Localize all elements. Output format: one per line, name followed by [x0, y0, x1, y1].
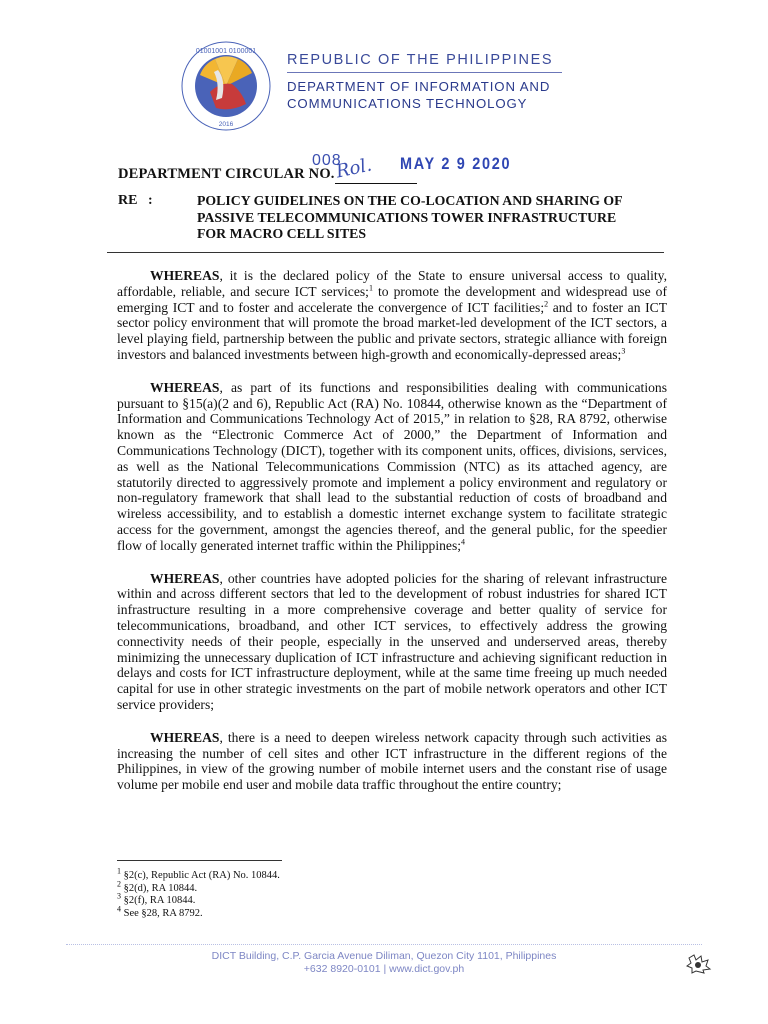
footnote-2	[117, 879, 280, 896]
certification-stamp-icon	[686, 954, 712, 974]
subject-divider	[107, 252, 664, 253]
footnote-number: 4	[117, 904, 121, 913]
letterhead-department-line2: COMMUNICATIONS TECHNOLOGY	[287, 96, 528, 111]
whereas-paragraph-2	[117, 380, 667, 554]
footer-address: DICT Building, C.P. Garcia Avenue Diliman, Quezon City 1101, Philippines	[211, 950, 557, 962]
footnote-text: §2(d), RA 10844.	[121, 882, 198, 894]
letterhead-country: REPUBLIC OF THE PHILIPPINES	[287, 52, 554, 68]
footnote-1	[117, 866, 280, 883]
footnote-4	[117, 904, 280, 921]
dict-seal-icon	[180, 40, 272, 132]
footnotes	[117, 866, 280, 920]
footnote-number: 3	[117, 891, 121, 901]
footnote-3	[117, 891, 280, 908]
footnote-number: 2	[117, 879, 121, 888]
footnote-ref: 4	[461, 537, 466, 547]
re-colon: :	[148, 193, 153, 208]
seal-ring-text: 01001001 0100001	[195, 48, 257, 55]
whereas-lead: WHEREAS	[150, 729, 220, 745]
whereas-paragraph-1	[117, 268, 667, 363]
footnote-text: See §28, RA 8792.	[121, 907, 203, 919]
circular-date-stamp: MAY 2 9 2020	[400, 154, 512, 173]
footnote-text: §2(f), RA 10844.	[121, 895, 196, 906]
whereas-paragraph-4	[117, 730, 667, 793]
seal-year: 2016	[218, 121, 234, 128]
footer-divider	[66, 944, 702, 946]
initials-signature: Rol.	[334, 154, 374, 183]
footer-contact: +632 8920-0101 | www.dict.gov.ph	[303, 963, 465, 975]
re-subject: POLICY GUIDELINES ON THE CO-LOCATION AND SHARING OF PASSIVE TELECOMMUNICATIONS TOWER INFRASTRUCTURE FOR MACRO CELL SITES	[197, 193, 623, 241]
re-label: RE	[118, 193, 138, 208]
whereas-lead: WHEREAS	[150, 570, 220, 586]
footnote-number: 1	[117, 866, 121, 876]
footnote-ref: 3	[621, 346, 626, 356]
footnote-divider	[117, 860, 282, 861]
document-body	[117, 268, 667, 810]
letterhead-divider	[287, 72, 562, 73]
paragraph-text: , there is a need to deepen wireless network capacity through such activities as increasing the number of cell sites and other ICT infrastructure in the different regions of the Philippines, in view of the growing number of mobile internet users and the constant rise of usage volume per mobile end user and mobile data traffic throughout the entire country;	[117, 729, 667, 793]
whereas-lead: WHEREAS	[150, 268, 220, 283]
letterhead-department-line1: DEPARTMENT OF INFORMATION AND	[287, 79, 551, 94]
footnote-ref: 1	[368, 283, 373, 293]
circular-label: DEPARTMENT CIRCULAR NO.	[118, 166, 335, 182]
whereas-paragraph-3	[117, 571, 667, 713]
paragraph-text: , as part of its functions and responsibilities dealing with communications pursuant to §15(a)(2 and 6), Republic Act (RA) No. 10844, otherwise known as the “Department of Information and Communications Technology Act of 2015,” in relation to §28, RA 8792, otherwise known as the “Electronic Commerce Act of 2000,” the Department of Information and Communications Technology (DICT), together with its component units, offices, divisions, services, as well as the National Telecommunications Commission (NTC) as its attached agency, are statutorily directed to aggressively promote and implement a policy environment and regulatory or non-regulatory framework that shall lead to the substantial reduction of costs of broadband and wireless accessibility, and to establish a domestic internet exchange system to facilitate strategic access for the government, amongst the agencies thereof, and the general public, for the speedier flow of locally generated internet traffic within the Philippines;	[117, 379, 667, 553]
footnote-ref: 2	[544, 299, 549, 309]
page-footer	[0, 950, 768, 976]
paragraph-text: , other countries have adopted policies for the sharing of relevant infrastructure within and across different sectors that led to the development of robust industries for shared ICT infrastructure resulting in a more comprehensive coverage and better quality of service for telecommunications, broadband, and other ICT services, to effectively address the growing connectivity needs of their people, especially in the unserved and underserved areas, thereby minimizing the unnecessary duplication of ICT infrastructure and achieving significant reduction in delays and costs for ICT infrastructure deployment, while at the same time freeing up much needed capital for use in other strategic investments on the part of mobile network operators and other ICT service providers;	[117, 570, 667, 712]
paragraph-text: , it is the declared policy of the State to ensure universal access to quality, affordable, reliable, and secure ICT services;	[117, 268, 667, 299]
paragraph-text: and to foster an ICT sector policy environment that will promote the broad market-led development of the ICT sectors, a level playing field, partnership between the public and private sectors, strategic alliance with foreign investors and balanced investments between high-growth and economically-depressed areas;	[117, 299, 668, 362]
footnote-text: §2(c), Republic Act (RA) No. 10844.	[121, 870, 280, 881]
whereas-lead: WHEREAS	[150, 379, 220, 395]
letterhead	[287, 52, 562, 112]
circular-number: 008	[312, 152, 342, 169]
paragraph-text: to promote the development and widespread use of emerging ICT and to foster and accelerate the convergence of ICT facilities;	[117, 283, 668, 315]
